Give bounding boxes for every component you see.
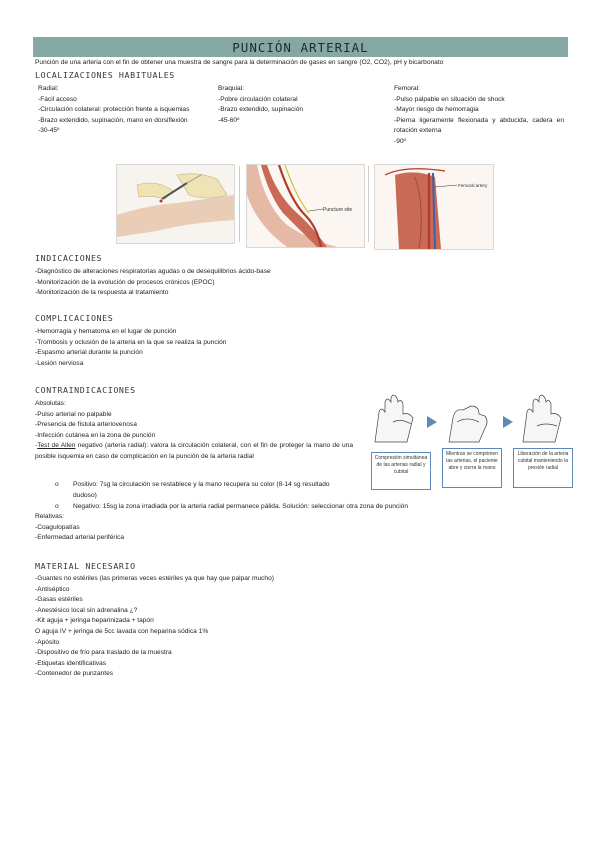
allen-test-label: Test de Allen — [37, 442, 76, 449]
negativo-text: Negativo: 15sg la zona irradiada por la arteria radial permanece pálida. Solución: seleccionar otra zona de punción — [73, 503, 409, 510]
relativa-item: -Enfermedad arterial periférica — [35, 534, 125, 542]
femoral-line: -Mayor riesgo de hemorragia — [394, 106, 479, 114]
indication-item: -Monitorización de la evolución de procesos crónicos (EPOC) — [35, 278, 215, 286]
brachial-puncture-image — [246, 164, 365, 248]
material-item: -Antiséptico — [35, 585, 70, 593]
heading-localizaciones: LOCALIZACIONES HABITUALES — [35, 70, 175, 80]
absoluta-item: -Presencia de fístula arteriovenosa — [35, 421, 137, 429]
material-item: -Etiquetas identificativas — [35, 659, 107, 667]
heading-indicaciones: INDICACIONES — [35, 253, 103, 263]
material-item: O aguja IV + jeringa de 5cc lavada con heparina sódica 1% — [35, 627, 209, 635]
intro-text: Punción de una arteria con el fin de obtener una muestra de sangre para la determinación de gases en sangre (O2, CO2), pH y bicarbonato — [35, 59, 444, 66]
allen-caption-2: Mientras se comprimen las arterias, el paciente abre y cierra la mano — [442, 448, 502, 488]
hand-step-1 — [375, 395, 413, 442]
heading-complicaciones: COMPLICACIONES — [35, 313, 114, 323]
radial-line: -Brazo extendido, supinación, mano en dorsiflexión — [38, 116, 188, 124]
hand-step-2 — [449, 406, 487, 442]
material-item: -Kit aguja + jeringa heparinizada + tapón — [35, 617, 154, 625]
indication-item: -Monitorización de la respuesta al tratamiento — [35, 289, 169, 297]
radial-title: Radial: — [38, 85, 59, 92]
braquial-title: Braquial: — [218, 85, 245, 92]
femoral-puncture-image — [374, 164, 494, 250]
positivo-item — [73, 480, 355, 501]
complications-list — [35, 327, 226, 369]
absolutas-title: Absolutas: — [35, 400, 66, 407]
page-title: PUNCIÓN ARTERIAL — [232, 39, 369, 55]
material-item: -Apósito — [35, 638, 60, 646]
positivo-bullet: o — [55, 481, 59, 488]
brachial-anatomy-illustration — [247, 165, 364, 247]
allen-caption-3: Liberación de la arteria cubital manteniendo la presión radial — [513, 448, 573, 488]
femoral-column — [394, 84, 564, 148]
radial-line: -Circulación colateral: protección frente a isquemias — [38, 106, 190, 114]
relativa-item: -Coagulopatías — [35, 523, 80, 531]
allen-caption-1: Compresión simultánea de las arterias radial y cubital — [371, 452, 431, 490]
femoral-line: -Pulso palpable en situación de shock — [394, 95, 505, 103]
femoral-anatomy-illustration — [375, 165, 493, 249]
femoral-line: -90º — [394, 137, 406, 145]
braquial-line: -Pobre circulación colateral — [218, 95, 298, 103]
allen-hands-illustration — [367, 392, 575, 444]
positivo-text: Positivo: 7sg la circulación se restablece y la mano recupera su color (8-14 sg resultado dudoso) — [73, 481, 330, 499]
hand-step-3 — [523, 395, 561, 442]
material-list — [35, 574, 274, 680]
absoluta-item: -Pulso arterial no palpable — [35, 410, 112, 418]
radial-line: -30-45º — [38, 127, 60, 135]
negativo-item — [73, 502, 408, 513]
radial-column — [38, 84, 208, 137]
femoral-line: -Pierna ligeramente flexionada y abducida, cadera en rotación externa — [394, 116, 564, 135]
radial-puncture-image — [116, 164, 235, 244]
title-bar — [33, 37, 568, 57]
heading-contraindicaciones: CONTRAINDICACIONES — [35, 385, 136, 395]
material-item: -Gasas estériles — [35, 596, 83, 604]
image-divider — [239, 166, 240, 242]
relativas-title: Relativas: — [35, 513, 64, 520]
material-item: -Dispositivo de frío para traslado de la muestra — [35, 649, 172, 657]
image-divider — [368, 166, 369, 242]
complication-item: -Trombosis y oclusión de la arteria en la que se realiza la punción — [35, 338, 227, 346]
contraindications-absolutas — [35, 399, 155, 441]
indications-list — [35, 267, 271, 299]
braquial-line: -Brazo extendido, supinación — [218, 106, 304, 114]
complication-item: -Espasmo arterial durante la punción — [35, 349, 143, 357]
puncture-site-label: Puncture site — [323, 207, 353, 213]
femoral-title: Femoral: — [394, 85, 421, 92]
allen-test-text: negativo (arteria radial): valora la circulación colateral, con el fin de proteger la mano de una posible isquemia en caso de complicación en la punción de la arteria radial — [35, 442, 354, 460]
femoral-artery-label: Femoral artery — [458, 183, 488, 188]
radial-puncture-illustration — [117, 165, 234, 243]
braquial-column — [218, 84, 383, 126]
allen-test-figure — [367, 392, 575, 492]
complication-item: -Hemorragia y hematoma en el lugar de punción — [35, 328, 177, 335]
negativo-bullet: o — [55, 503, 59, 510]
material-item: -Contenedor de punzantes — [35, 670, 114, 678]
braquial-line: -45-60º — [218, 116, 240, 124]
complication-item: -Lesión nerviosa — [35, 359, 84, 367]
material-item: -Anestésico local sin adrenalina ¿? — [35, 606, 138, 614]
absoluta-item: -Infección cutánea en la zona de punción — [35, 431, 156, 439]
indication-item: -Diagnóstico de alteraciones respiratorias agudas o de desequilibrios ácido-base — [35, 268, 271, 275]
material-item: -Guantes no estériles (las primeras veces estériles ya que hay que palpar mucho) — [35, 575, 274, 582]
allen-test-paragraph: -Test de Allen negativo (arteria radial): valora la circulación colateral, con el fin de proteger la mano de una posible isquemia en caso de complicación en la punción de la arteria radial — [35, 442, 354, 460]
contraindications-relativas — [35, 512, 124, 544]
radial-line: -Fácil acceso — [38, 95, 77, 103]
heading-material: MATERIAL NECESARIO — [35, 561, 136, 571]
